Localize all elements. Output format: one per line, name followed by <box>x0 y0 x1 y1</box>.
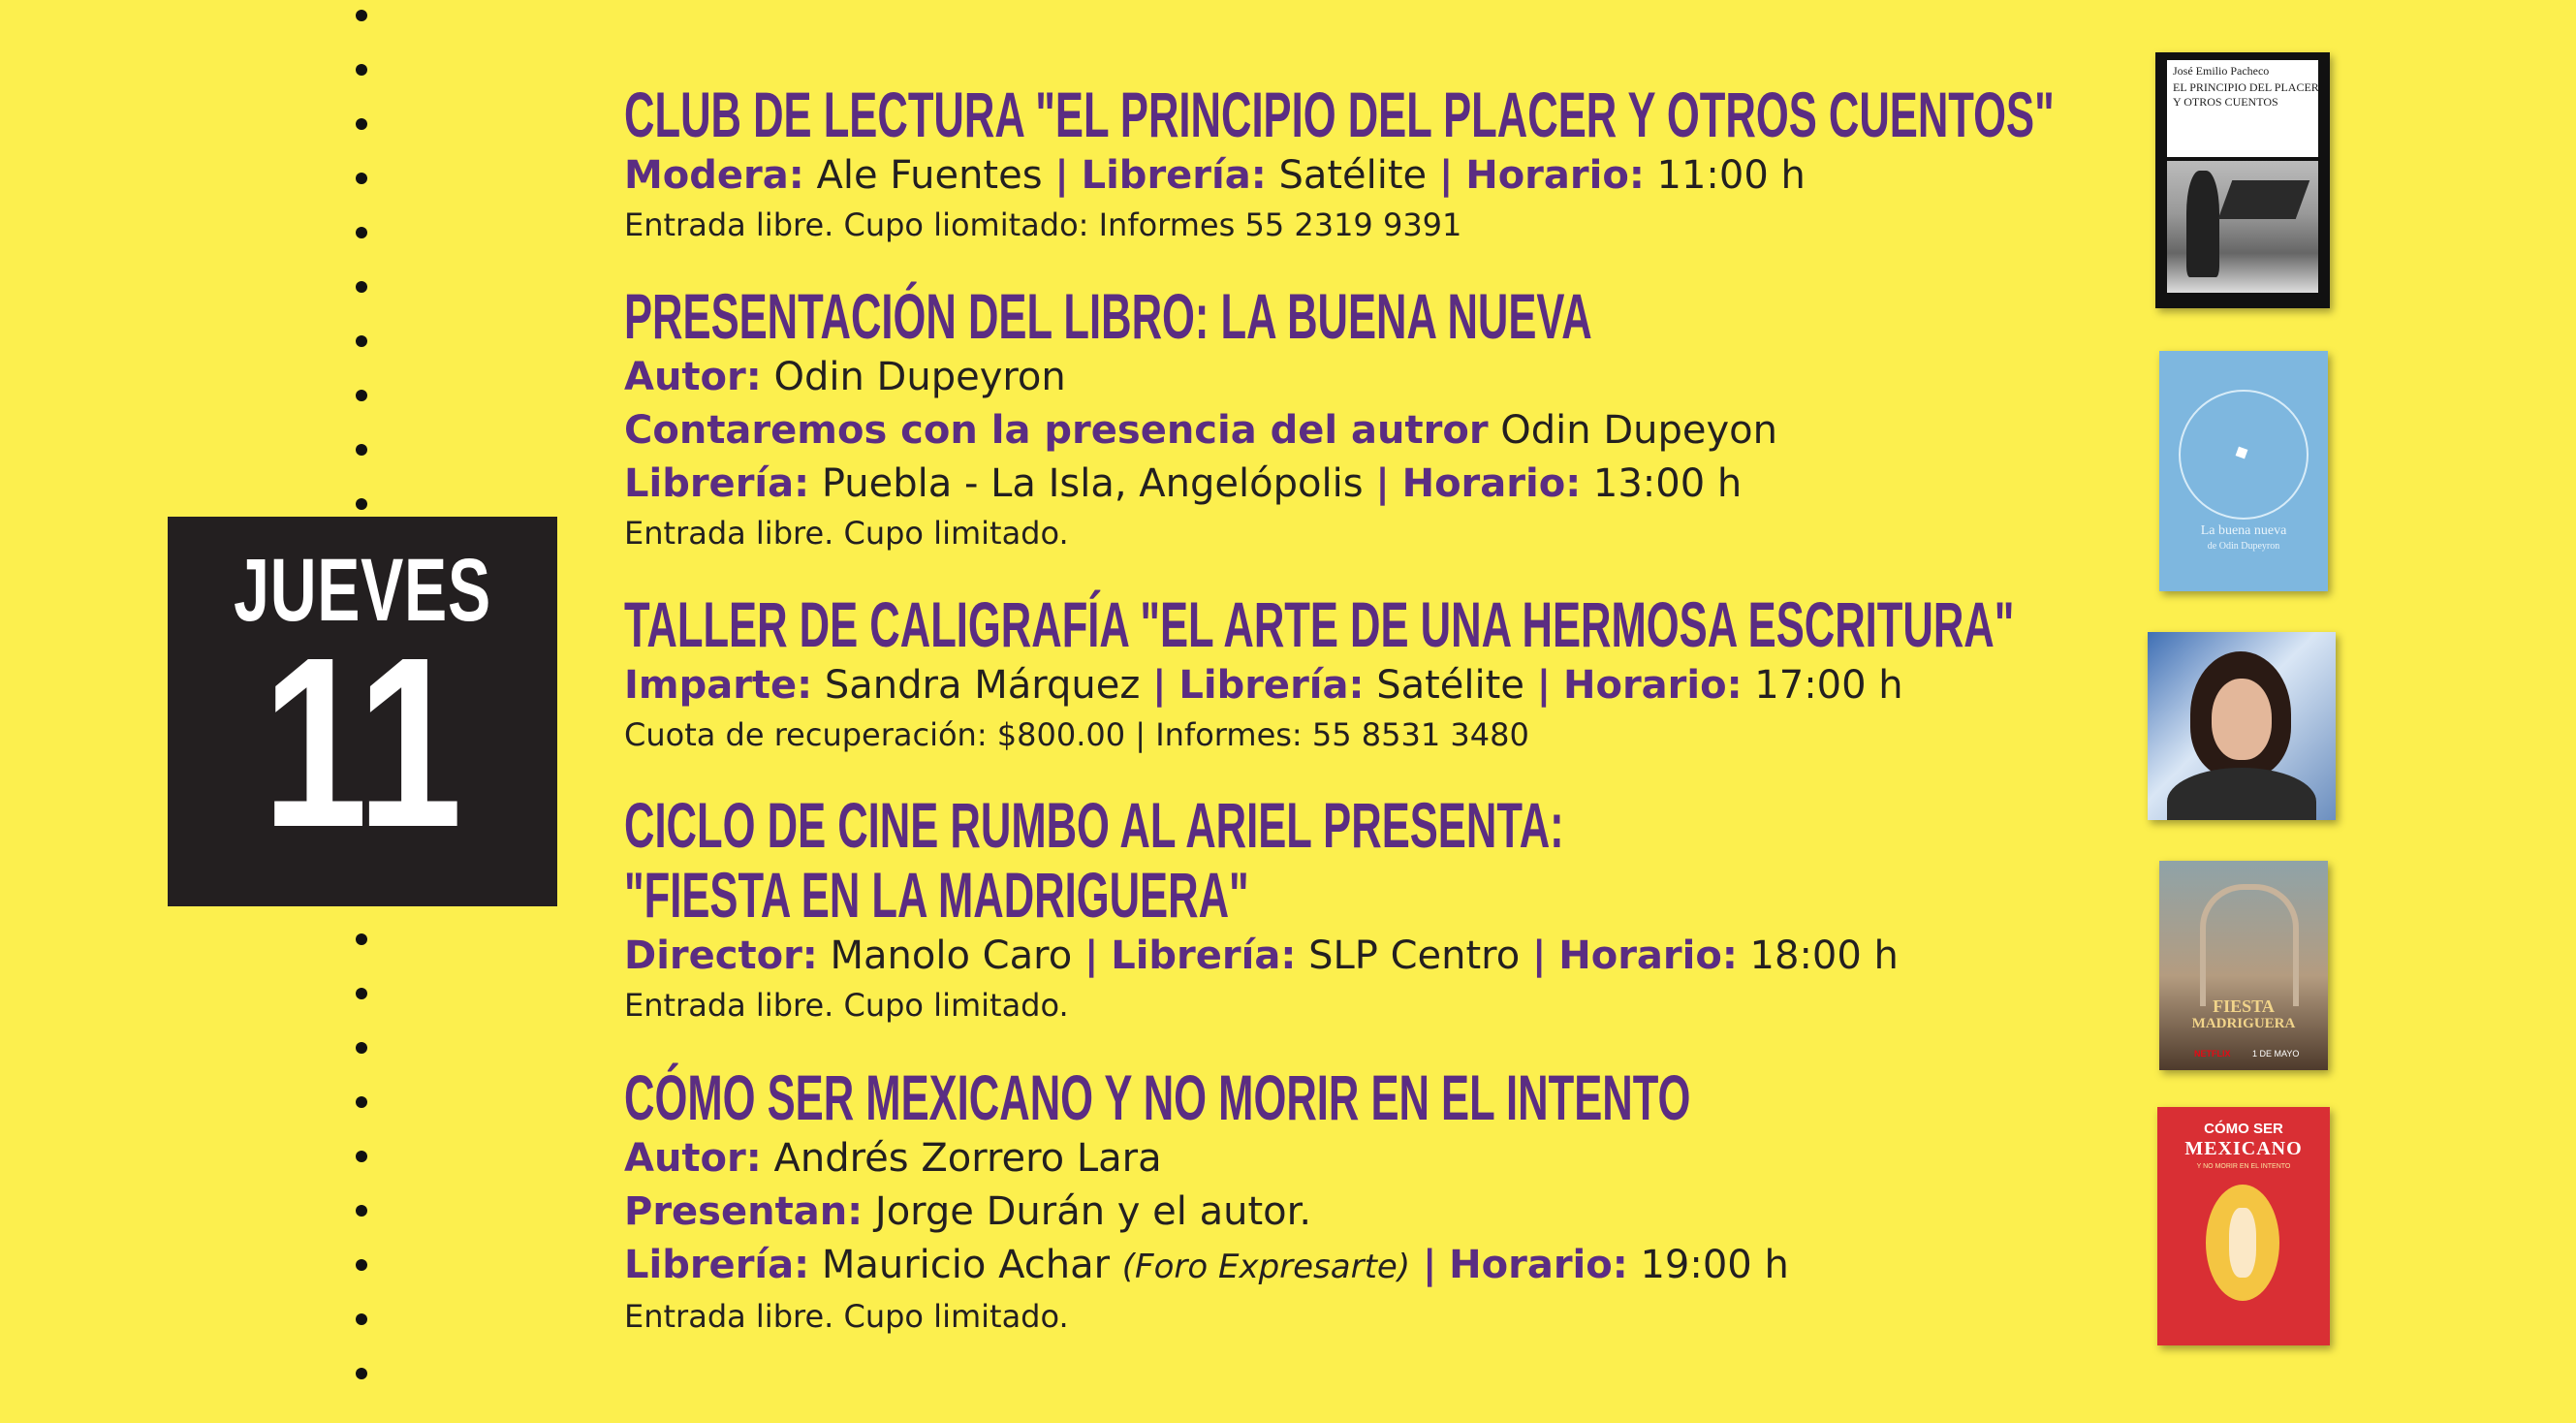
book-title: EL PRINCIPIO DEL PLACER <box>2173 80 2319 94</box>
photo-sandra-marquez <box>2148 632 2336 820</box>
value: Mauricio Achar <box>821 1243 1111 1287</box>
value-italic: (Foro Expresarte) <box>1121 1248 1411 1286</box>
separator: | <box>1375 461 1390 506</box>
value: Jorge Durán y el autor. <box>874 1189 1312 1234</box>
book-cover-como-ser-mexicano <box>2157 1107 2330 1345</box>
event-title: CÓMO SER MEXICANO Y NO MORIR EN EL INTENTO <box>624 1061 1691 1133</box>
event-title: PRESENTACIÓN DEL LIBRO: LA BUENA NUEVA <box>624 280 1592 352</box>
label: Horario: <box>1558 933 1738 978</box>
label: Modera: <box>624 153 804 198</box>
label: Horario: <box>1401 461 1582 506</box>
book-author: de Odin Dupeyron <box>2207 541 2280 552</box>
value: 13:00 h <box>1592 461 1743 506</box>
label: Autor: <box>624 355 762 399</box>
event-note: Entrada libre. Cupo limitado. <box>624 987 1069 1024</box>
event-details <box>624 930 2048 983</box>
poster-title: FIESTA <box>2213 996 2275 1016</box>
book-author: José Emilio Pacheco <box>2173 64 2270 78</box>
value: SLP Centro <box>1308 933 1521 978</box>
value: Andrés Zorrero Lara <box>773 1136 1162 1181</box>
value: 17:00 h <box>1754 663 1903 708</box>
event-4 <box>624 790 2048 1028</box>
separator: | <box>1084 933 1099 978</box>
event-details <box>624 1186 2240 1239</box>
day-number: 11 <box>262 607 463 877</box>
event-details <box>624 351 2090 404</box>
event-title: CICLO DE CINE RUMBO AL ARIEL PRESENTA: <box>624 789 1564 861</box>
day-box <box>168 517 557 906</box>
netflix-logo: NETFLIX <box>2194 1049 2231 1059</box>
body <box>2167 768 2316 820</box>
book-subtitle: Y NO MORIR EN EL INTENTO <box>2196 1163 2291 1170</box>
event-5 <box>624 1062 2240 1339</box>
label: Autor: <box>624 1136 762 1181</box>
label: Director: <box>624 933 818 978</box>
label: Contaremos con la presencia del autror <box>624 408 1489 453</box>
event-details <box>624 404 2090 458</box>
label: Horario: <box>1465 153 1645 198</box>
label: Librería: <box>1081 153 1267 198</box>
event-details <box>624 1132 2240 1186</box>
event-note: Entrada libre. Cupo liomitado: Informes 55 2319 9391 <box>624 206 1462 243</box>
value: Manolo Caro <box>830 933 1073 978</box>
value: Satélite <box>1278 153 1428 198</box>
event-title-line-2: "FIESTA EN LA MADRIGUERA" <box>624 859 1249 931</box>
event-2 <box>624 281 2090 555</box>
label: Horario: <box>1562 663 1743 708</box>
event-title: CLUB DE LECTURA "EL PRINCIPIO DEL PLACER Y OTROS CUENTOS" <box>624 79 2055 150</box>
value: Odin Dupeyron <box>773 355 1066 399</box>
event-note: Cuota de recuperación: $800.00 | Informes: 55 8531 3480 <box>624 716 1529 753</box>
cover-photo <box>2167 161 2318 293</box>
value: Odin Dupeyon <box>1500 408 1777 453</box>
figure-inner <box>2229 1208 2256 1278</box>
label: Presentan: <box>624 1189 864 1234</box>
event-title: TALLER DE CALIGRAFÍA "EL ARTE DE UNA HERMOSA ESCRITURA" <box>624 588 2015 660</box>
separator: | <box>1531 933 1547 978</box>
release-date: 1 DE MAYO <box>2252 1049 2300 1059</box>
value: Ale Fuentes <box>816 153 1043 198</box>
book-cover-la-buena-nueva <box>2159 351 2328 591</box>
book-title-2: Y OTROS CUENTOS <box>2173 95 2278 109</box>
label: Librería: <box>1178 663 1365 708</box>
separator: | <box>1054 153 1069 198</box>
face <box>2212 679 2272 760</box>
day-name: JUEVES <box>234 541 491 640</box>
poster-fiesta-en-la-madriguera <box>2159 861 2328 1070</box>
separator: | <box>1152 663 1167 708</box>
event-note: Entrada libre. Cupo limitado. <box>624 515 1069 552</box>
value: Sandra Márquez <box>824 663 1141 708</box>
separator: | <box>1438 153 1454 198</box>
arch-graphic <box>2200 884 2299 1006</box>
value: 19:00 h <box>1640 1243 1789 1287</box>
label: Librería: <box>1111 933 1297 978</box>
label: Librería: <box>624 461 810 506</box>
poster-title-2: MADRIGUERA <box>2191 1016 2296 1031</box>
label: Imparte: <box>624 663 813 708</box>
value: Puebla - La Isla, Angelópolis <box>821 461 1364 506</box>
separator: | <box>1422 1243 1437 1287</box>
event-note: Entrada libre. Cupo limitado. <box>624 1298 1069 1335</box>
value: 18:00 h <box>1749 933 1899 978</box>
event-details <box>624 458 2090 511</box>
value: 11:00 h <box>1656 153 1806 198</box>
book-title: La buena nueva <box>2200 523 2287 538</box>
label: Horario: <box>1449 1243 1628 1287</box>
book-title: CÓMO SER <box>2204 1121 2283 1137</box>
book-cover-principio-del-placer <box>2155 52 2330 308</box>
book-title-2: MEXICANO <box>2184 1138 2303 1159</box>
label: Librería: <box>624 1243 810 1287</box>
event-details <box>624 1239 2240 1294</box>
value: Satélite <box>1376 663 1524 708</box>
separator: | <box>1536 663 1552 708</box>
